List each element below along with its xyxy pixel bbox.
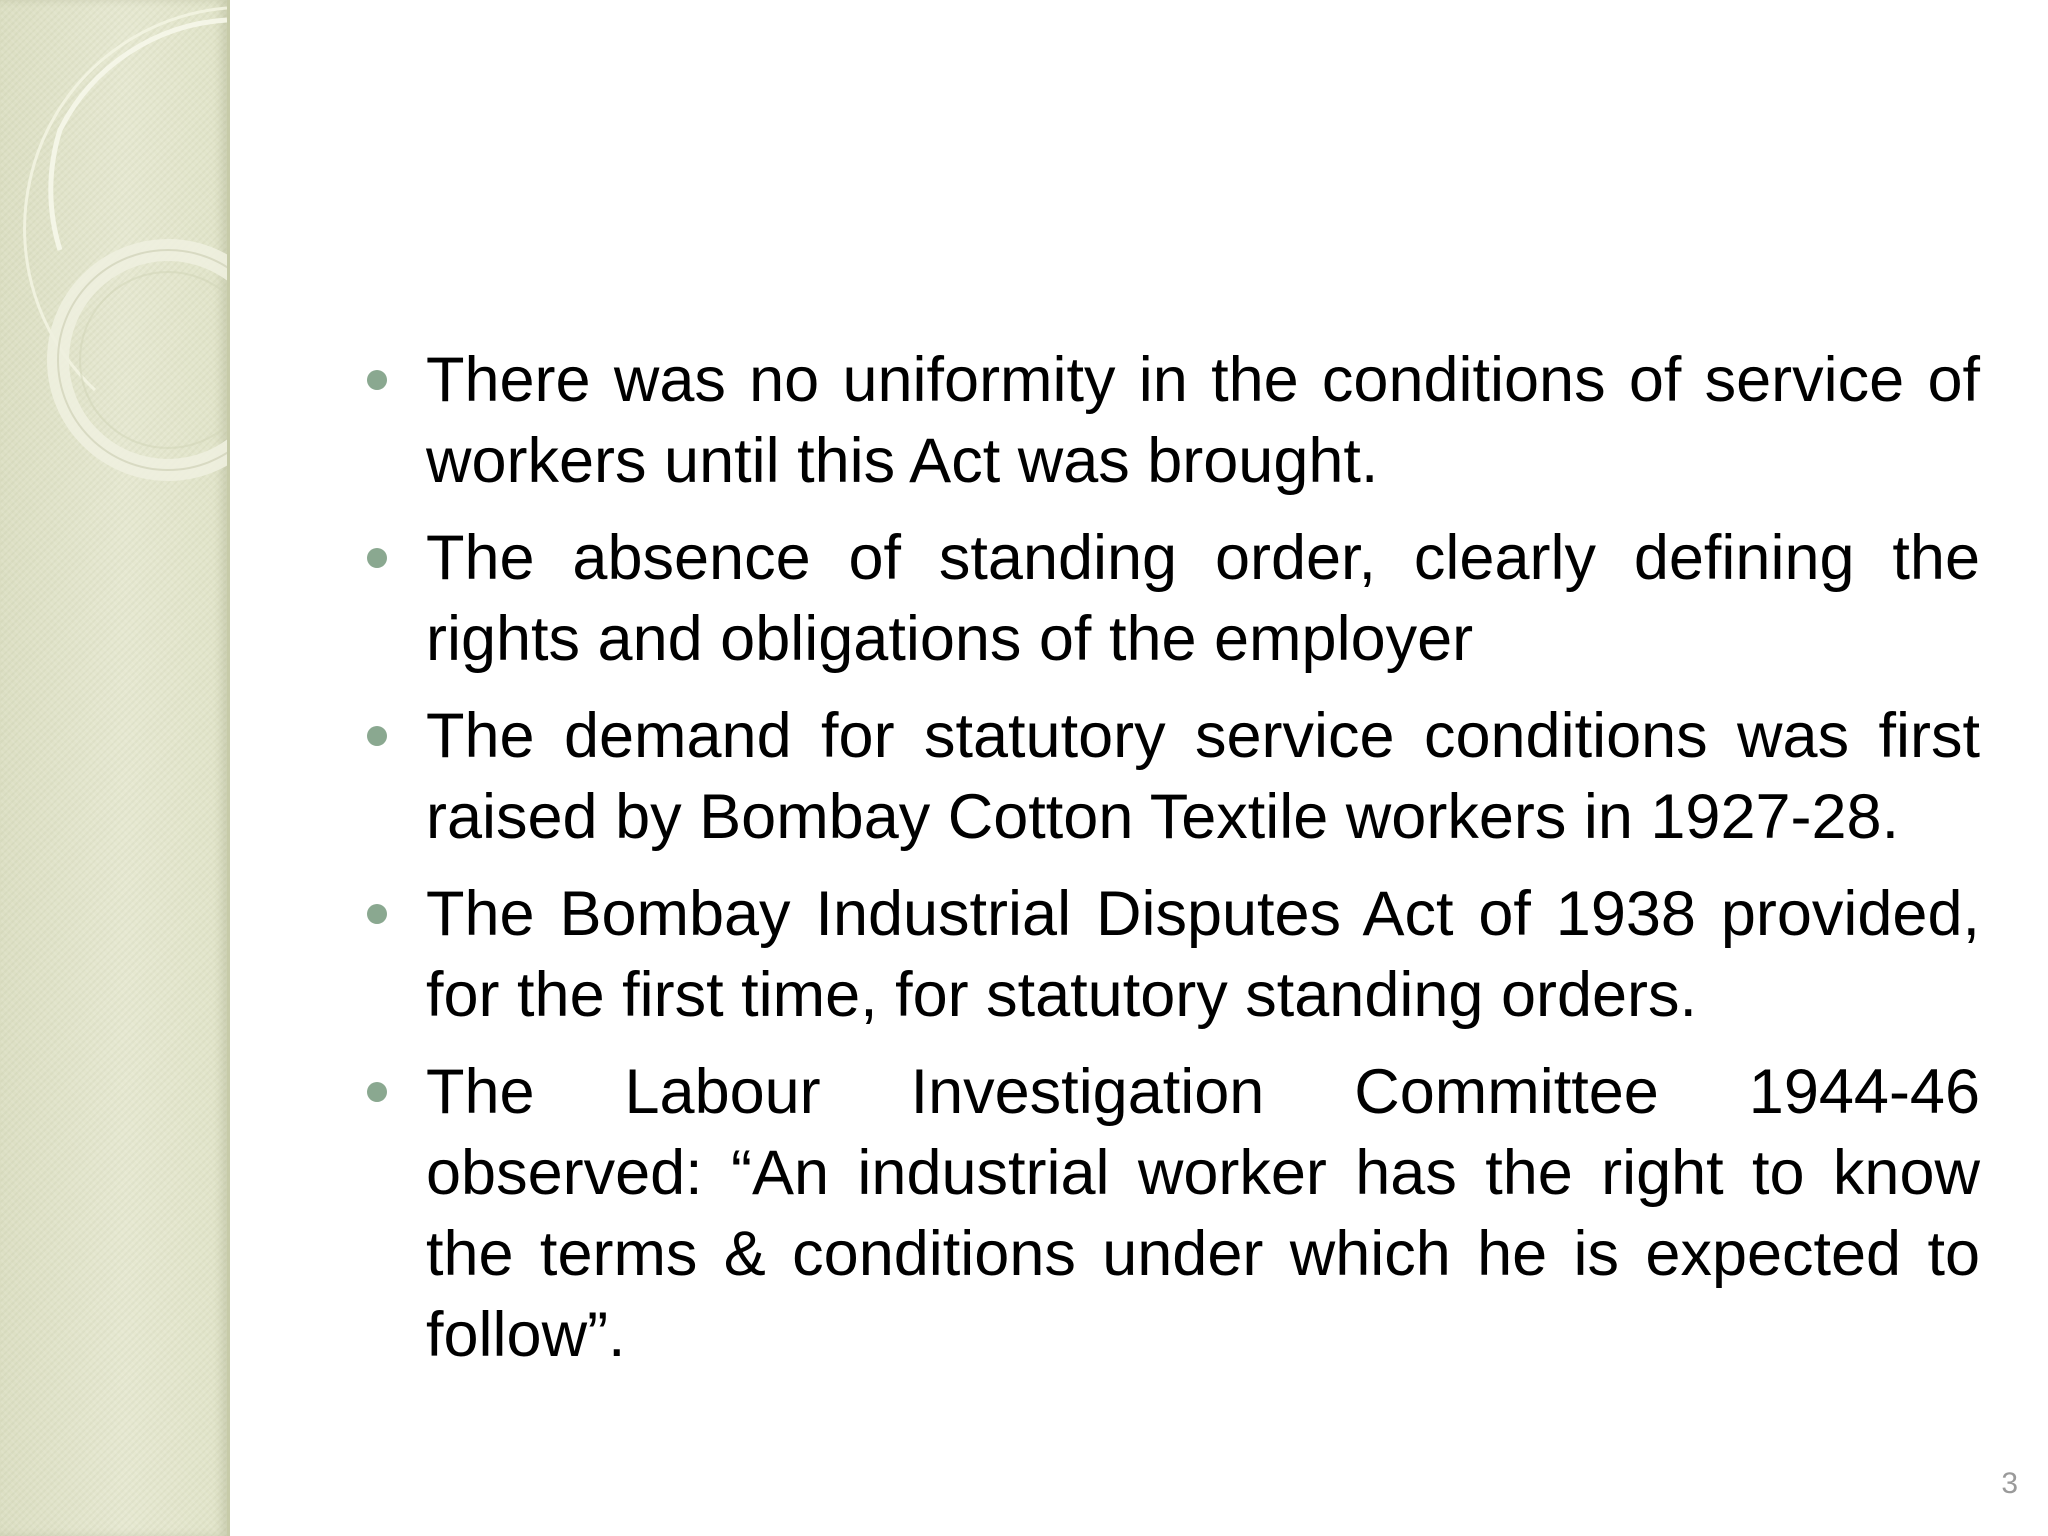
bullet-icon [367,1082,387,1102]
slide-number: 3 [2001,1467,2018,1500]
bullet-icon [367,370,387,390]
bullet-text: There was no uniformity in the conditions of service of workers until this Act was brought. [426,345,1980,496]
decorative-side-panel [0,0,230,1536]
bullet-text: The Labour Investigation Committee 1944-46 observed: “An industrial worker has the right to know the terms & conditions under which he is expected to follow”. [426,1057,1980,1370]
bullet-list [362,340,1980,1392]
bullet-item [362,696,1980,858]
bullet-item [362,874,1980,1036]
decorative-rings-graphic [0,0,227,520]
bullet-item [362,340,1980,502]
bullet-item [362,1052,1980,1376]
bullet-icon [367,548,387,568]
bullet-icon [367,726,387,746]
bullet-text: The demand for statutory service conditions was first raised by Bombay Cotton Textile workers in 1927-28. [426,701,1980,852]
bullet-icon [367,904,387,924]
bullet-item [362,518,1980,680]
bullet-text: The Bombay Industrial Disputes Act of 1938 provided, for the first time, for statutory standing orders. [426,879,1980,1030]
bullet-text: The absence of standing order, clearly defining the rights and obligations of the employer [426,523,1980,674]
